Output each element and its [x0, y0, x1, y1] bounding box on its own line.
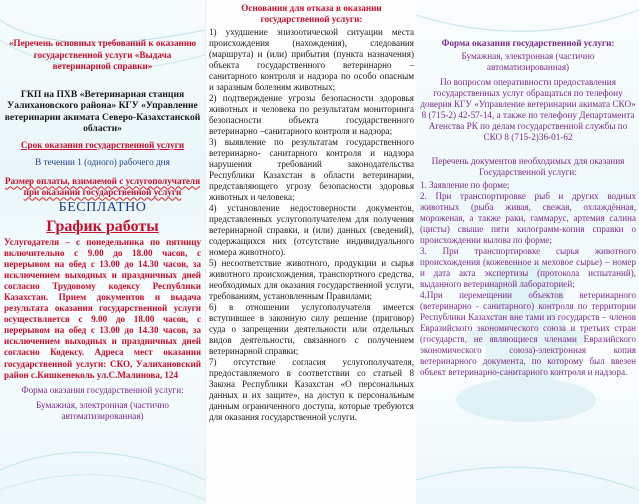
refusal-item: 2) подтверждение угрозы безопасности здоровья животных и человека по результатам мониторинга безопасности объекта государственного ветеринарно –санитарного контроля и надзора; [209, 93, 414, 136]
refusal-item: 3) выявление по результатам государственного ветеринарно- санитарного контроля и надзора нарушения требований законодательства Республики Казахстан в области ветеринарии, представляющего угрозу безопасности здоровья животных и человека; [209, 137, 414, 202]
docs-item: 4.При перемещении объектов ветеринарного (ветеринарно - санитарного) контроля по территории Республики Казахстан вне тами из государств – членов Евразийского экономического союза и третьих стран (государств, не являющиеся членами Евразийского экономического союза)-электронная копия ветеринарного документа, по которому был ввезен объект ветеринарно-санитарного контроля и надзора. [420, 290, 636, 377]
form-text-left: Бумажная, электронная (частично автоматизированная) [36, 399, 169, 421]
refusal-item: 7) отсутствие согласия услугополучателя, предоставляемого в соответствии со статьей 8 Закона Республики Казахстан «О персональных данных и их защите», на доступ к персональным данным ограниченного доступа, которые требуются для оказания государственной услуги. [209, 357, 414, 422]
term-text: В течении 1 (одного) рабочего дня [35, 156, 170, 167]
refusal-item: 6) в отношении услугополучателя имеется вступившее в законную силу решение (приговор) суда о запрещении деятельности или отдельных видов деятельности, связанного с получением ветеринарной справки; [209, 302, 414, 356]
panel-middle [205, 0, 416, 504]
refusal-list [209, 27, 414, 423]
brochure-title: «Перечень основных требований к оказанию государственной услуги «Выдача ветеринарной справки» [8, 38, 197, 71]
form-heading-right: Форма оказания государственной услуги: [441, 38, 615, 48]
docs-heading: Перечень документов необходимых для оказания Государственной услуги: [431, 156, 625, 177]
schedule-text: Услугодателя – с понедельника по пятницу включительно с 9.00 до 18.00 часов, с перерывом на обед с 13.00 до 14.30 часов, за исключением выходных и праздничных дней согласно Трудовому кодексу Республики Казахстан. Прием документов и выдача результата оказания государственной услуги осуществляется с 9.00 до 18.00 часов, с перерывом на обед с 13.00 до 14.30 часов, за исключением выходных и праздничных дней согласно Кодексу. Адреса мест оказания государственной услуги: СКО, Уалихановский район с.Кишкенеколь ул.С.Малинова, 124 [4, 236, 201, 380]
docs-item: 2. При транспортировке рыб и других водных животных (рыба живая, свежая, охлаждённая, мороженая, а также раки, гаммарус, артемия салина (цисты) свыше пяти килограмм-копия справки о происхождении вылова по форме; [420, 191, 636, 245]
contact-text: По вопросом оперативности предоставления государственных услуг обращаться по телефону доверия КГУ «Управление ветеринарии акимата СКО» 8 (715-2) 42-57-14, а также по телефону Департамента Агенства РК по делам государственной службы по СКО 8 (715-2)36-01-62 [420, 77, 636, 142]
refusal-item: 4) установление недостоверности документов, представленных услугополучателем для получения ветеринарной справки, и (или) данных (сведений), содержащихся них (отсутствие индивидуального номера животного). [209, 203, 414, 257]
fee-value: БЕСПЛАТНО [58, 199, 147, 215]
refusal-item: 1) ухудшение эпизоотической ситуации места происхождения (нахождения), следования (маршрута) и (или) прибытия (пункта назначения) объекта государственного ветеринарно – санитарного контроля и надзора по особо опасным и заразным болезням животных; [209, 27, 414, 92]
term-heading: Срок оказания государственной услуги [20, 139, 185, 150]
organization-name: ГКП на ПХВ «Ветеринарная станция Уалихановского района» КГУ «Управление ветеринарии акимата Северо-Казахстанской области» [4, 88, 201, 134]
fee-heading: Размер оплаты, взимаемой с услугополучателя при оказании государственной услуги [4, 175, 201, 197]
panel-left [0, 0, 205, 504]
panel-right [416, 0, 639, 504]
docs-item: 3. При транспортировке сырья животного происхождения (кожевенное и меховое сырье) – номер и дата акта экспертизы (протокола испытаний), выданного ветеринарной лабораторией; [420, 246, 636, 289]
form-heading-left: Форма оказания государственной услуги: [21, 384, 184, 395]
refusal-heading: Основания для отказа в оказании государственной услуги: [241, 3, 382, 24]
docs-list [420, 180, 636, 378]
schedule-heading: График работы [46, 217, 159, 235]
form-text-right: Бумажная, электронная (частично автоматизированная) [461, 51, 595, 72]
refusal-item: 5) несоответствие животного, продукции и сырья животного происхождения, транспортного средства, необходимых для оказания государственной услуги, требованиям, установленным Правилами; [209, 258, 414, 301]
docs-item: 1. Заявление по форме; [420, 180, 510, 190]
